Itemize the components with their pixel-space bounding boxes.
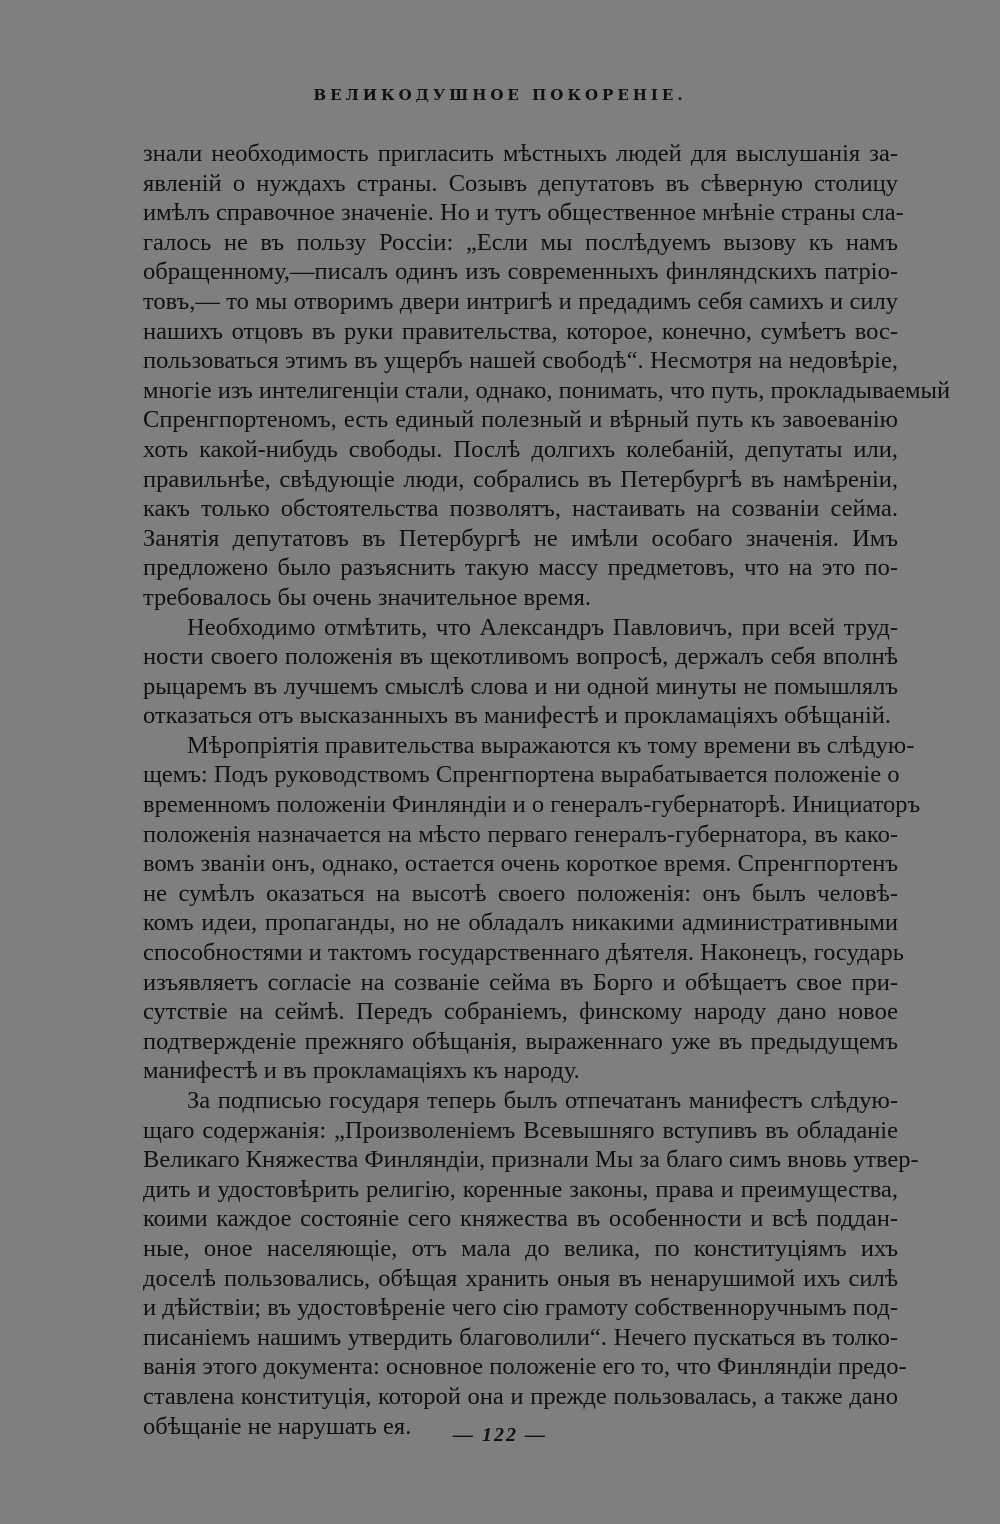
text-line: Занятія депутатовъ въ Петербургѣ не имѣли особаго значенія. Имъ xyxy=(143,524,898,552)
text-line: ставлена конституція, которой она и прежде пользовалась, а также дано xyxy=(143,1382,898,1410)
text-line: писаніемъ нашимъ утвердить благоволили“. Нечего пускаться въ толко- xyxy=(143,1323,898,1351)
text-line: временномъ положеніи Финляндіи и о генералъ-губернаторѣ. Инициаторъ xyxy=(143,791,921,819)
text-line: не сумѣлъ оказаться на высотѣ своего положенія: онъ былъ человѣ- xyxy=(143,879,898,907)
text-line: манифестѣ и въ прокламаціяхъ къ народу. xyxy=(143,1057,580,1085)
text-line: нашихъ отцовъ въ руки правительства, которое, конечно, сумѣетъ вос- xyxy=(143,317,898,345)
text-line: галось не въ пользу Россіи: „Если мы послѣдуемъ вызову къ намъ xyxy=(143,228,898,256)
text-line: положенія назначается на мѣсто перваго генералъ-губернатора, въ како- xyxy=(143,820,898,848)
text-line: ности своего положенія въ щекотливомъ вопросѣ, держалъ себя вполнѣ xyxy=(143,643,898,671)
text-line: явленій о нуждахъ страны. Созывъ депутатовъ въ сѣверную столицу xyxy=(143,169,898,197)
text-line: дить и удостовѣрить религію, коренные законы, права и преимущества, xyxy=(143,1175,898,1203)
text-line: вомъ званіи онъ, однако, остается очень короткое время. Спренгпортенъ xyxy=(143,850,898,878)
text-line: хоть какой-нибудь свободы. Послѣ долгихъ колебаній, депутаты или, xyxy=(143,435,898,463)
text-line: правильнѣе, свѣдующіе люди, собрались въ Петербургѣ въ намѣреніи, xyxy=(143,465,898,493)
text-line: Великаго Княжества Финляндіи, признали Мы за благо симъ вновь утвер- xyxy=(143,1146,919,1174)
text-line: Спренгпортеномъ, есть единый полезный и вѣрный путь къ завоеванію xyxy=(143,406,898,434)
text-line: предложено было разъяснить такую массу предметовъ, что на это по- xyxy=(143,554,898,582)
body-text xyxy=(143,139,951,1441)
text-line: подтвержденіе прежняго обѣщанія, выраженнаго уже въ предыдущемъ xyxy=(143,1027,898,1055)
text-line: требовалось бы очень значительное время. xyxy=(143,583,592,611)
text-line: обращенному,—писалъ одинъ изъ современныхъ финляндскихъ патріо- xyxy=(143,258,898,286)
text-line: многіе изъ интелигенціи стали, однако, понимать, что путь, прокладываемый xyxy=(143,376,951,404)
text-line: доселѣ пользовались, обѣщая хранить оныя въ ненарушимой ихъ силѣ xyxy=(143,1264,898,1292)
text-line: ванія этого документа: основное положеніе его то, что Финляндіи предо- xyxy=(143,1353,907,1381)
text-line: рыцаремъ въ лучшемъ смыслѣ слова и ни одной минуты не помышлялъ xyxy=(143,672,898,700)
text-line: товъ,— то мы отворимъ двери интригѣ и предадимъ себя самихъ и силу xyxy=(143,287,898,315)
text-line: За подписью государя теперь былъ отпечатанъ манифестъ слѣдую- xyxy=(187,1087,898,1114)
text-line: способностями и тактомъ государственнаго дѣятеля. Наконецъ, государь xyxy=(143,939,904,967)
text-line: щемъ: Подъ руководствомъ Спренгпортена вырабатывается положеніе о xyxy=(143,761,900,789)
text-line: обѣщаніе не нарушать ея. xyxy=(143,1412,412,1440)
running-header: ВЕЛИКОДУШНОЕ ПОКОРЕНІЕ. xyxy=(313,86,687,104)
text-line: коими каждое состояніе сего княжества въ особенности и всѣ поддан- xyxy=(143,1205,898,1233)
text-line: щаго содержанія: „Произволеніемъ Всевышняго вступивъ въ обладаніе xyxy=(143,1116,898,1144)
text-line: изъявляетъ согласіе на созваніе сейма въ Борго и обѣщаетъ свое при- xyxy=(143,968,898,996)
text-line: знали необходимость пригласить мѣстныхъ людей для выслушанія за- xyxy=(143,140,898,167)
text-line: Необходимо отмѣтить, что Александръ Павловичъ, при всей труд- xyxy=(187,613,898,641)
text-line: имѣлъ справочное значеніе. Но и тутъ общественное мнѣніе страны сла- xyxy=(143,199,904,227)
text-line: отказаться отъ высказанныхъ въ манифестѣ и прокламаціяхъ обѣщаній. xyxy=(143,702,892,730)
text-line: ные, оное населяющіе, отъ мала до велика, по конституціямъ ихъ xyxy=(143,1234,898,1262)
text-line: и дѣйствіи; въ удостовѣреніе чего сію грамоту собственноручнымъ под- xyxy=(143,1294,898,1322)
text-line: какъ только обстоятельства позволятъ, настаивать на созваніи сейма. xyxy=(143,495,898,523)
text-line: пользоваться этимъ въ ущербъ нашей свободѣ“. Несмотря на недовѣріе, xyxy=(143,347,898,375)
page-number: — 122 — xyxy=(453,1424,547,1446)
text-line: Мѣропріятія правительства выражаются къ тому времени въ слѣдую- xyxy=(187,731,915,759)
text-line: комъ идеи, пропаганды, но не обладалъ никакими административными xyxy=(143,909,898,937)
text-line: сутствіе на сеймѣ. Передъ собраніемъ, финскому народу дано новое xyxy=(143,998,898,1026)
